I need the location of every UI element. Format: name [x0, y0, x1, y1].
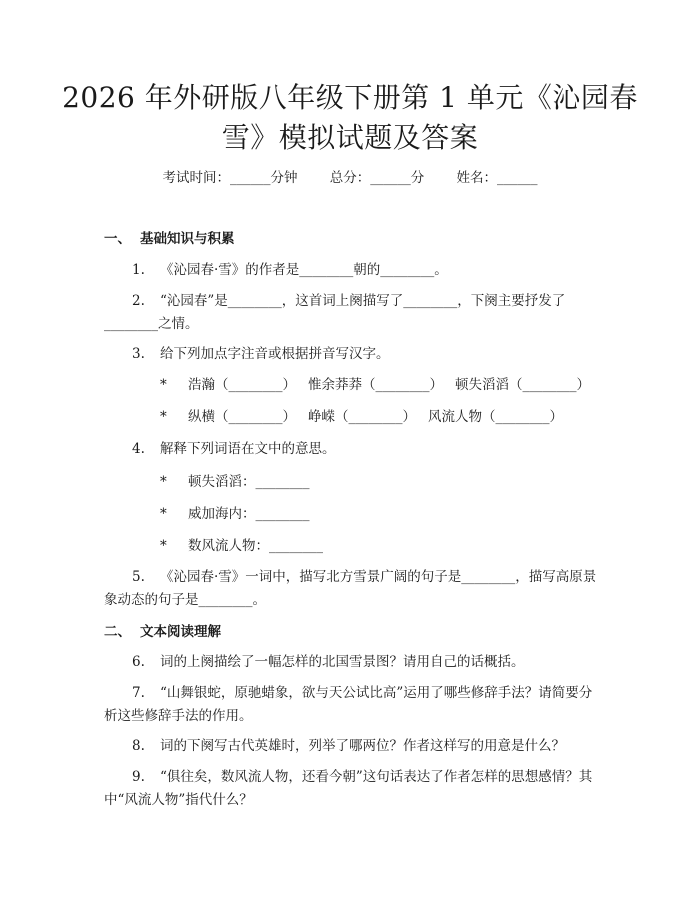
- question-9: [104, 766, 598, 812]
- exam-name: 姓名：______: [456, 170, 538, 186]
- definition-item-text: 数风流人物：________: [188, 538, 323, 554]
- question-1: [132, 259, 448, 281]
- title-line-1: 2026 年外研版八年级下册第 1 单元《沁园春: [62, 81, 638, 114]
- section-2-heading: [104, 623, 221, 641]
- question-7-number: 7.: [132, 685, 145, 701]
- question-7-text: “山舞银蛇，原驰蜡象，欲与天公试比高”运用了哪些修辞手法？请简要分析这些修辞手法的作用。: [104, 685, 593, 724]
- question-9-text: “俱往矣，数风流人物，还看今朝”这句话表达了作者怎样的思想感情？其中“风流人物”指代什么？: [104, 769, 593, 808]
- section-2-title: 文本阅读理解: [140, 624, 221, 640]
- pinyin-item: 浩瀚（________）: [188, 377, 296, 393]
- question-8-number: 8.: [132, 738, 145, 754]
- question-4-text: 解释下列词语在文中的意思。: [160, 441, 336, 457]
- pinyin-item: 惟余莽莽（________）: [308, 377, 443, 393]
- question-3-row-2: [160, 406, 575, 428]
- bullet-star: *: [160, 409, 167, 425]
- definition-item-text: 顿失滔滔：________: [188, 474, 310, 490]
- bullet-star: *: [160, 377, 167, 393]
- bullet-star: *: [160, 474, 167, 490]
- question-9-number: 9.: [132, 769, 145, 785]
- definition-item-text: 威加海内：________: [188, 506, 310, 522]
- question-5-number: 5.: [132, 569, 145, 585]
- question-5-text: 《沁园春·雪》一词中，描写北方雪景广阔的句子是________，描写高原景象动态的句子是________。: [104, 569, 597, 608]
- title-line-2: 雪》模拟试题及答案: [221, 121, 479, 154]
- bullet-star: *: [160, 506, 167, 522]
- definition-item: [160, 535, 323, 557]
- definition-item: [160, 471, 310, 493]
- question-7: [104, 682, 598, 728]
- pinyin-item: 风流人物（________）: [428, 409, 563, 425]
- question-2-number: 2.: [132, 293, 145, 309]
- section-2-number: 二、: [104, 624, 131, 640]
- question-8-text: 词的下阕写古代英雄时，列举了哪两位？作者这样写的用意是什么？: [160, 738, 565, 754]
- question-4-number: 4.: [132, 441, 145, 457]
- section-1-number: 一、: [104, 231, 131, 247]
- section-1-heading: [104, 230, 235, 248]
- question-2: [104, 290, 598, 336]
- question-4: [132, 438, 336, 460]
- pinyin-item: 顿失滔滔（________）: [455, 377, 590, 393]
- bullet-star: *: [160, 538, 167, 554]
- question-1-text: 《沁园春·雪》的作者是________朝的________。: [160, 262, 448, 278]
- pinyin-item: 纵横（________）: [188, 409, 296, 425]
- question-8: [132, 735, 565, 757]
- question-3-text: 给下列加点字注音或根据拼音写汉字。: [160, 346, 390, 362]
- question-5: [104, 566, 598, 612]
- question-3-row-1: [160, 374, 602, 396]
- document-title: [60, 78, 640, 158]
- question-6: [132, 651, 525, 673]
- question-6-number: 6.: [132, 654, 145, 670]
- pinyin-item: 峥嵘（________）: [308, 409, 416, 425]
- exam-time: 考试时间：______分钟: [162, 170, 298, 186]
- exam-meta: [0, 169, 700, 187]
- exam-score: 总分：______分: [329, 170, 425, 186]
- question-3-number: 3.: [132, 346, 145, 362]
- question-3: [132, 343, 390, 365]
- definition-item: [160, 503, 310, 525]
- question-2-text: “沁园春”是________，这首词上阕描写了________，下阕主要抒发了________之情。: [104, 293, 566, 332]
- section-1-title: 基础知识与积累: [140, 231, 235, 247]
- question-1-number: 1.: [132, 262, 145, 278]
- question-6-text: 词的上阕描绘了一幅怎样的北国雪景图？请用自己的话概括。: [160, 654, 525, 670]
